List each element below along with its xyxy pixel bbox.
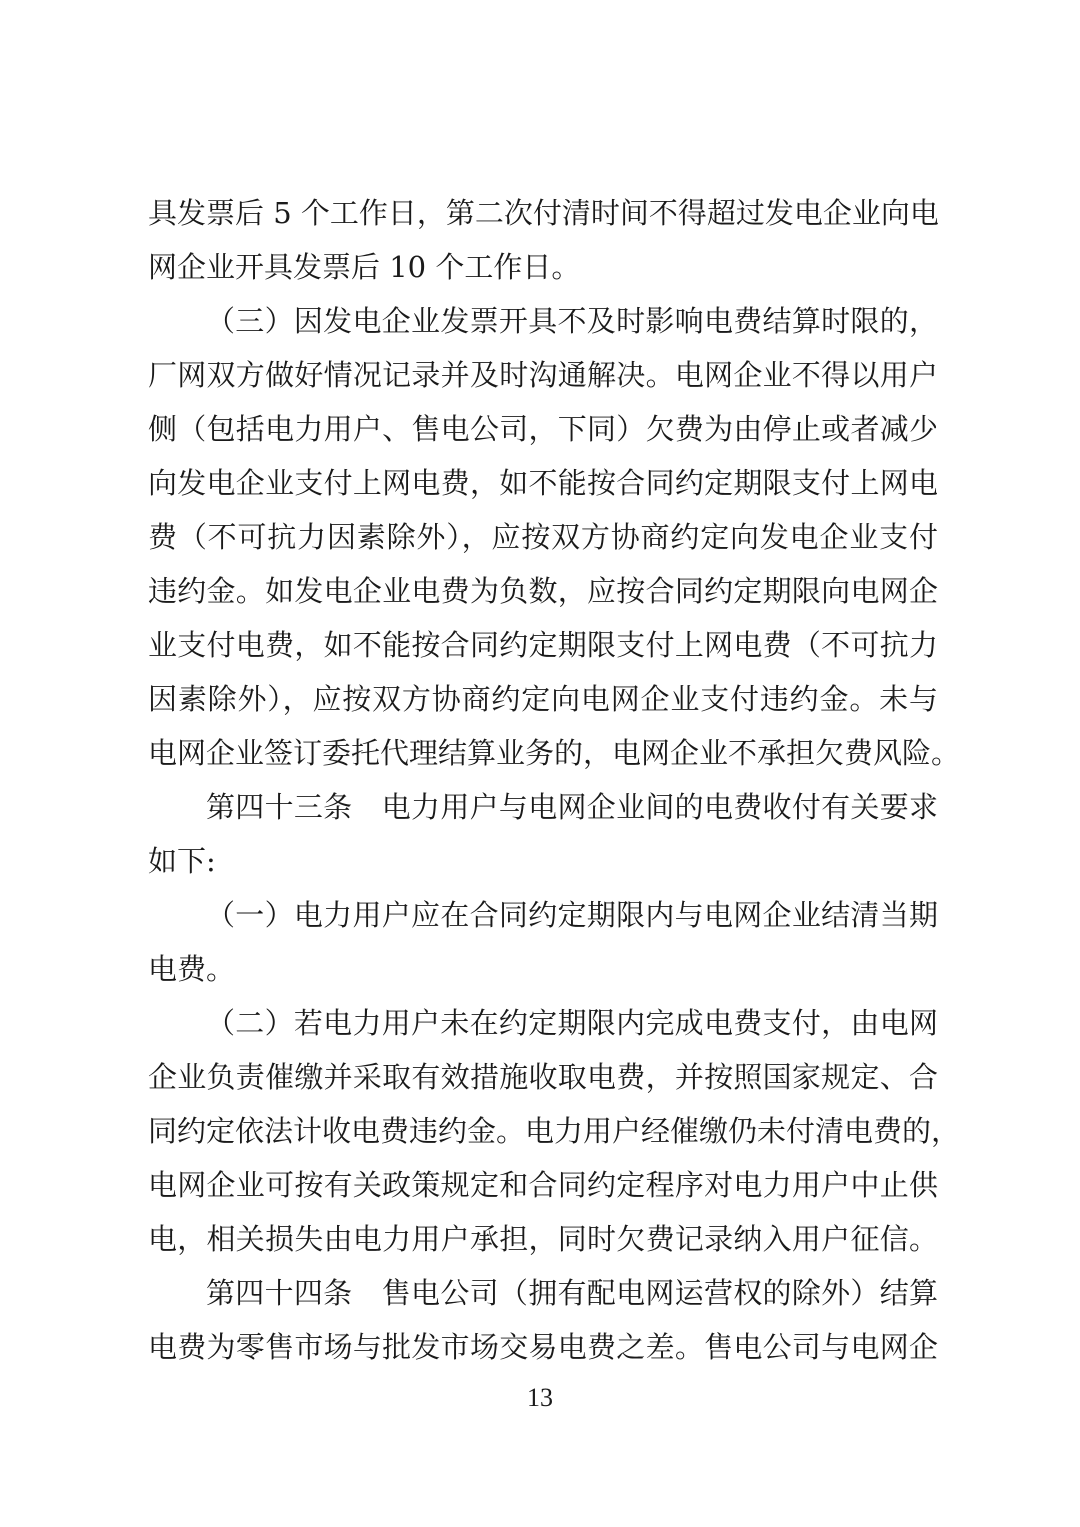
text-line: （二）若电力用户未在约定期限内完成电费支付，由电网 xyxy=(206,1006,938,1040)
text-line: （一）电力用户应在合同约定期限内与电网企业结清当期 xyxy=(206,898,938,932)
text-line: 业支付电费，如不能按合同约定期限支付上网电费（不可抗力 xyxy=(148,628,938,662)
text-line: 厂网双方做好情况记录并及时沟通解决。电网企业不得以用户 xyxy=(148,358,938,392)
text-line: 违约金。如发电企业电费为负数，应按合同约定期限向电网企 xyxy=(148,574,938,608)
text-line: 电费。 xyxy=(148,952,236,986)
article-heading-line: 第四十四条 售电公司（拥有配电网运营权的除外）结算 xyxy=(206,1276,938,1310)
text-line: 同约定依法计收电费违约金。电力用户经催缴仍未付清电费的， xyxy=(148,1114,961,1148)
text-line: 电网企业可按有关政策规定和合同约定程序对电力用户中止供 xyxy=(148,1168,938,1202)
text-line: 因素除外），应按双方协商约定向电网企业支付违约金。未与 xyxy=(148,682,938,716)
article-heading-line: 第四十三条 电力用户与电网企业间的电费收付有关要求 xyxy=(206,790,938,824)
text-line: 具发票后 5 个工作日，第二次付清时间不得超过发电企业向电 xyxy=(148,196,939,230)
text-line: 如下: xyxy=(148,844,216,878)
text-line: 向发电企业支付上网电费，如不能按合同约定期限支付上网电 xyxy=(148,466,938,500)
document-body xyxy=(148,186,961,1374)
text-line: （三）因发电企业发票开具不及时影响电费结算时限的， xyxy=(206,304,938,338)
text-line: 费（不可抗力因素除外），应按双方协商约定向发电企业支付 xyxy=(148,520,938,554)
text-line: 电，相关损失由电力用户承担，同时欠费记录纳入用户征信。 xyxy=(148,1222,938,1256)
text-line: 网企业开具发票后 10 个工作日。 xyxy=(148,250,581,284)
page-number: 13 xyxy=(527,1383,553,1412)
text-line: 侧（包括电力用户、售电公司，下同）欠费为由停止或者减少 xyxy=(148,412,938,446)
text-line: 电费为零售市场与批发市场交易电费之差。售电公司与电网企 xyxy=(148,1330,938,1364)
text-line: 电网企业签订委托代理结算业务的，电网企业不承担欠费风险。 xyxy=(148,736,961,770)
text-line: 企业负责催缴并采取有效措施收取电费，并按照国家规定、合 xyxy=(148,1060,938,1094)
